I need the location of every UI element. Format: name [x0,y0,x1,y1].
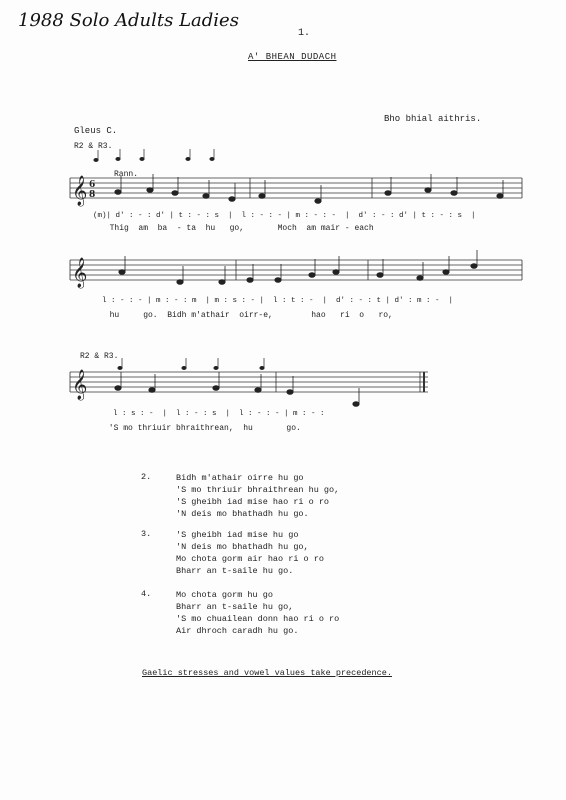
staff-2 [70,260,522,280]
source-note: Bho bhial aithris. [384,114,482,124]
repeat-mark-1: R2 & R3. [74,142,113,151]
verse-4 [176,589,339,637]
verse-line: Air dhroch caradh hu go. [176,626,299,636]
song-title: A' BHEAN DUDACH [248,52,337,62]
page-number: 1. [298,28,311,39]
treble-clef-icon: 𝄞 [72,176,88,206]
section-label: Rann. [114,170,139,179]
lyrics-line-1: Thig am ba - ta hu go, Moch am mair - each [100,224,374,233]
verse-line: 'S mo thriuir bhraithrean hu go, [176,485,340,495]
verse-line: 'S gheibh iad mise hu go [176,530,299,540]
verse-line: 'S mo chuailean donn hao ri o ro [176,614,340,624]
lyrics-line-3: 'S mo thriuir bhraithrean, hu go. [104,424,301,433]
verse-line: Mo chota gorm air hao ri o ro [176,554,324,564]
verse-number: 4. [141,589,152,599]
lyrics-line-2: hu go. Bidh m'athair oirr-e, hao ri o ro, [100,311,393,320]
footer-note: Gaelic stresses and vowel values take precedence. [142,668,392,678]
solfa-line-2: l : - : - | m : - : m | m : s : - | l : t : - | d' : - : t | d' : m : - | [93,297,454,305]
time-signature-top: 6 [89,180,96,190]
treble-clef-icon: 𝄞 [72,258,88,288]
verse-number: 2. [141,472,152,482]
verse-2 [176,472,339,520]
repeat-mark-2: R2 & R3. [80,352,119,361]
solfa-line-3: l : s : - | l : - : s | l : - : - | m : - : [104,410,325,418]
verse-line: 'S gheibh iad mise hao ri o ro [176,497,330,507]
verse-3 [176,529,324,577]
verse-line: Bidh m'athair oirre hu go [176,473,304,483]
verse-line: Bharr an t-saile hu go, [176,602,294,612]
handwritten-note: 1988 Solo Adults Ladies [18,10,239,31]
verse-number: 3. [141,529,152,539]
staff-3 [70,372,428,392]
solfa-line-1: (m)| d' : - : d' | t : - : s | l : - : - | m : - : - | d' : - : d' | t : - : s | [93,212,476,220]
treble-clef-icon: 𝄞 [72,370,88,400]
verse-line: Mo chota gorm hu go [176,590,273,600]
notes-staff-1 [115,174,503,203]
verse-line: 'N deis mo bhathadh hu go, [176,542,309,552]
verse-line: 'N deis mo bhathadh hu go. [176,509,309,519]
key-signature-label: Gleus C. [74,126,118,136]
notes-staff-2 [119,250,477,284]
verse-line: Bharr an t-saile hu go. [176,566,294,576]
time-signature-bottom: 8 [89,190,96,200]
